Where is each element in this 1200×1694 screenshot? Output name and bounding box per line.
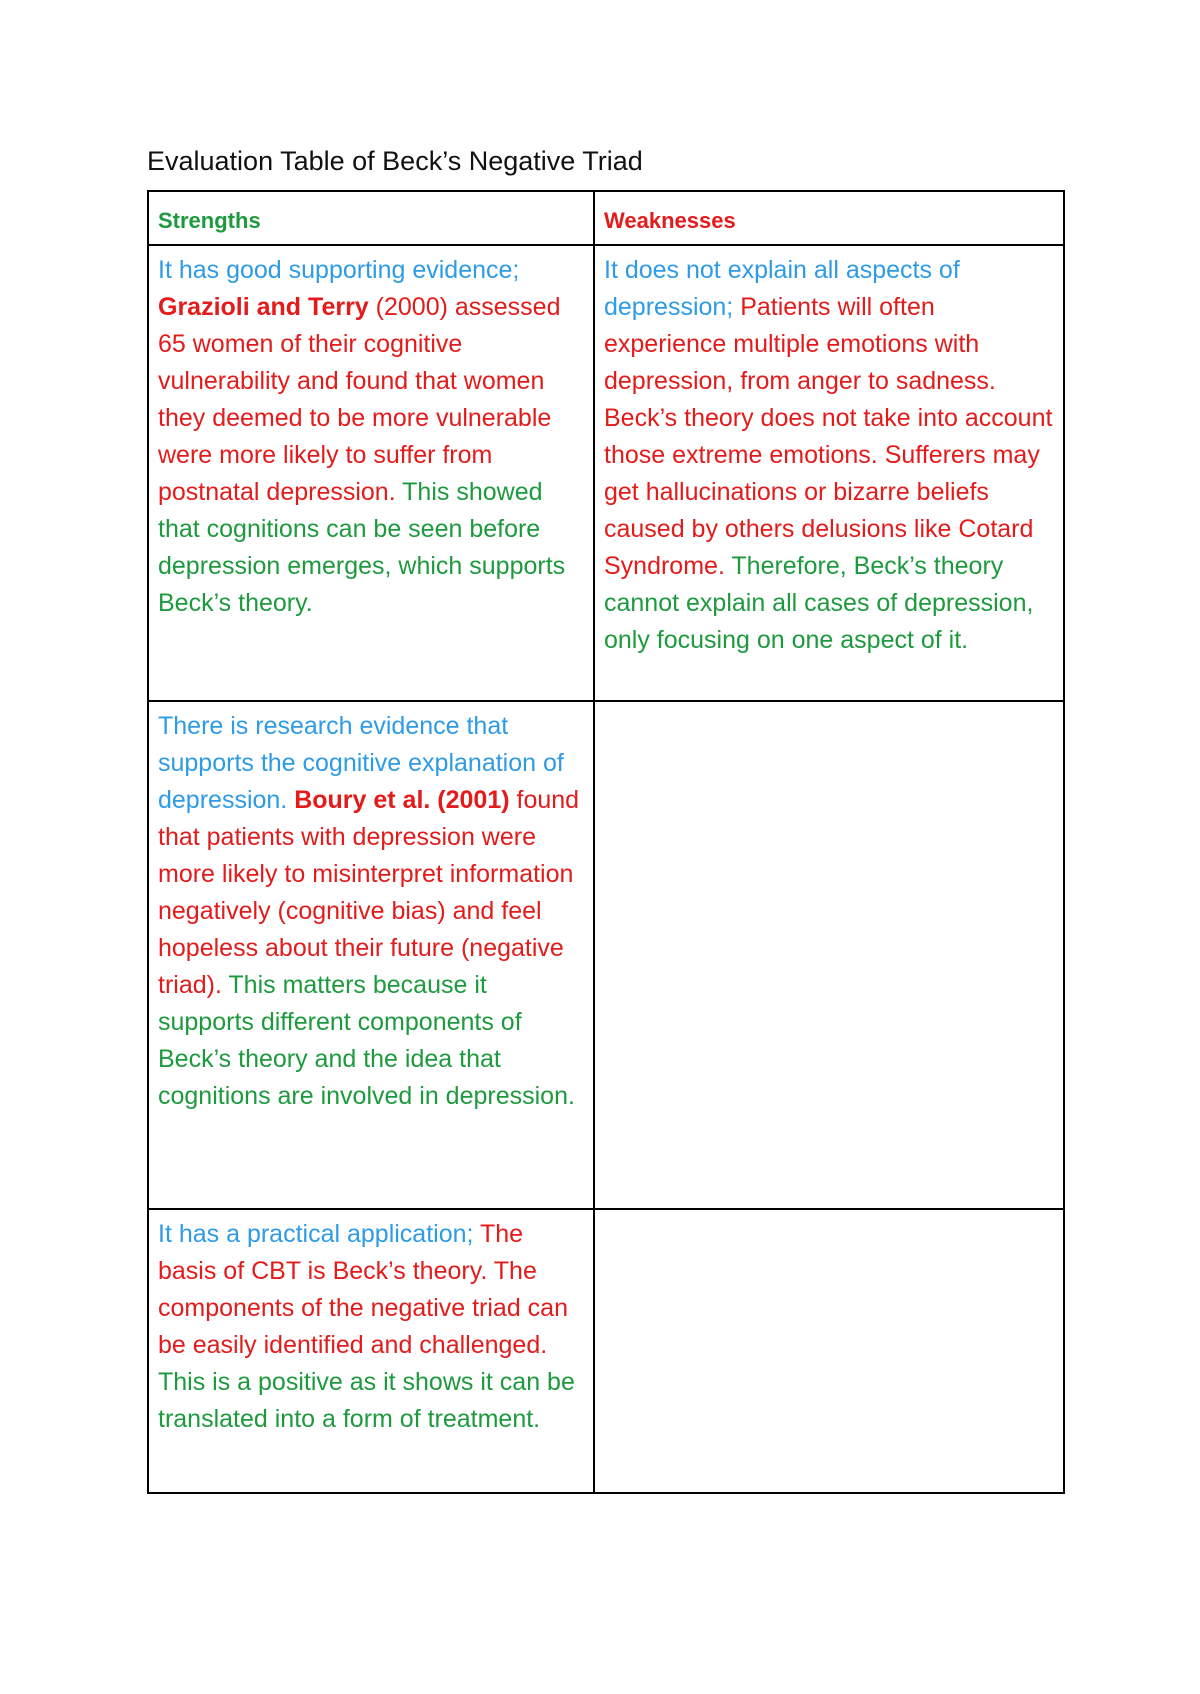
table-row	[148, 701, 1064, 1209]
text-segment: (2000) assessed 65 women of their cognitive vulnerability and found that women they deemed to be more vulnerable were more likely to suffer from postnatal depression.	[158, 293, 561, 506]
text-segment: Boury et al. (2001)	[294, 786, 510, 814]
text-segment: This is a positive as it shows it can be translated into a form of treatment.	[158, 1368, 575, 1433]
evaluation-table	[147, 190, 1065, 1494]
weakness-cell	[594, 701, 1064, 1209]
text-segment: Patients will often experience multiple emotions with depression, from anger to sadness. Beck’s theory does not take into account those extreme emotions. Sufferers may get hallucinations or bizarre beliefs caused by others delusions like Cotard Syndrome.	[604, 293, 1053, 580]
text-segment: This matters because it supports different components of Beck’s theory and the idea that cognitions are involved in depression.	[158, 971, 575, 1110]
strengths-header: Strengths	[148, 191, 594, 245]
weakness-cell	[594, 1209, 1064, 1493]
strength-cell	[148, 1209, 594, 1493]
text-segment: There is research evidence that supports the cognitive explanation of depression.	[158, 712, 564, 814]
text-segment: The basis of CBT is Beck’s theory. The components of the negative triad can be easily identified and challenged.	[158, 1220, 568, 1359]
weakness-cell	[594, 245, 1064, 701]
text-segment: Therefore, Beck’s theory cannot explain all cases of depression, only focusing on one aspect of it.	[604, 552, 1034, 654]
strength-cell	[148, 245, 594, 701]
table-row	[148, 1209, 1064, 1493]
text-segment: It does not explain all aspects of depression;	[604, 256, 960, 321]
table-row	[148, 245, 1064, 701]
strength-cell	[148, 701, 594, 1209]
text-segment: It has a practical application;	[158, 1220, 480, 1248]
table-header-row	[148, 191, 1064, 245]
text-segment: found that patients with depression were more likely to misinterpret information negatively (cognitive bias) and feel hopeless about their future (negative triad).	[158, 786, 580, 999]
weaknesses-header: Weaknesses	[594, 191, 1064, 245]
text-segment: This showed that cognitions can be seen before depression emerges, which supports Beck’s theory.	[158, 478, 566, 617]
text-segment: Grazioli and Terry	[158, 293, 369, 321]
page-title: Evaluation Table of Beck’s Negative Triad	[147, 146, 643, 176]
text-segment: It has good supporting evidence;	[158, 256, 520, 284]
